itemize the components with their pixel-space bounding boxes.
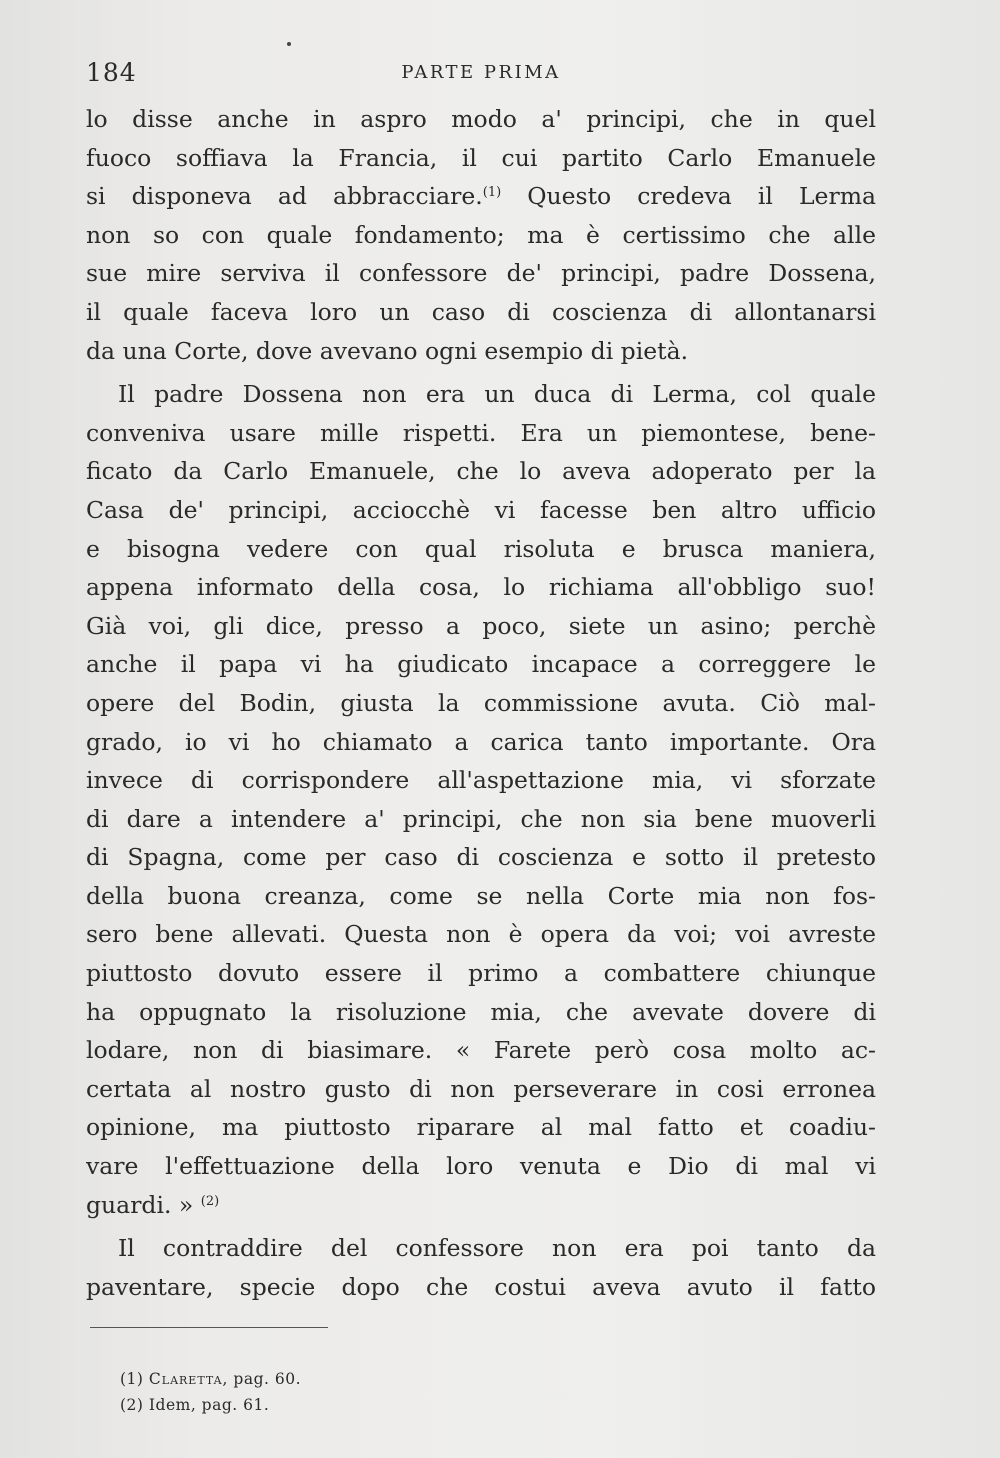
footnote-source: Claretta — [148, 1370, 223, 1388]
text-segment: Questo credeva il Lerma — [527, 182, 876, 211]
text-line: della buona creanza, come se nella Corte mia non fos- — [86, 881, 876, 910]
text-line: ha oppugnato la risoluzione mia, che avevate dovere di — [86, 997, 876, 1026]
text-line: e bisogna vedere con qual risoluta e brusca maniera, — [86, 534, 876, 563]
footnote-page: , pag. 61. — [190, 1396, 270, 1414]
footnote — [120, 1366, 301, 1392]
text-line: grado, io vi ho chiamato a carica tanto importante. Ora — [86, 727, 876, 756]
footnote-marker: (2) — [120, 1396, 144, 1414]
page-header — [86, 58, 876, 92]
running-head: PARTE PRIMA — [401, 62, 561, 83]
text-line: Già voi, gli dice, presso a poco, siete un asino; perchè — [86, 611, 876, 640]
text-line: il quale faceva loro un caso di coscienza di allontanarsi — [86, 297, 876, 326]
footnote-ref: (1) — [482, 185, 502, 201]
footnote-rule — [90, 1327, 328, 1328]
footnotes — [120, 1366, 301, 1418]
text-line: fuoco soffiava la Francia, il cui partito Carlo Emanuele — [86, 143, 876, 172]
body-text — [86, 100, 876, 1306]
text-line: non so con quale fondamento; ma è certissimo che alle — [86, 220, 876, 249]
text-line: piuttosto dovuto essere il primo a combattere chiunque — [86, 959, 876, 988]
text-line: di Spagna, come per caso di coscienza e sotto il pretesto — [86, 843, 876, 872]
footnote — [120, 1392, 301, 1418]
text-line: anche il papa vi ha giudicato incapace a correggere le — [86, 650, 876, 679]
page-number: 184 — [86, 58, 137, 87]
text-line: opinione, ma piuttosto riparare al mal fatto et coadiu- — [86, 1113, 876, 1142]
text-line: Il contraddire del confessore non era poi tanto da — [118, 1234, 876, 1263]
text-line: di dare a intendere a' principi, che non sia bene muoverli — [86, 804, 876, 833]
text-line: ficato da Carlo Emanuele, che lo aveva adoperato per la — [86, 457, 876, 486]
text-segment: si disponeva ad abbracciare. — [86, 182, 483, 211]
footnote-page: , pag. 60. — [222, 1370, 301, 1388]
text-line: sue mire serviva il confessore de' principi, padre Dossena, — [86, 259, 876, 288]
footnote-ref: (2) — [200, 1193, 220, 1209]
footnote-marker: (1) — [120, 1370, 144, 1388]
text-line: sero bene allevati. Questa non è opera da voi; voi avreste — [86, 920, 876, 949]
text-line: lo disse anche in aspro modo a' principi, che in quel — [86, 105, 876, 133]
text-line: opere del Bodin, giusta la commissione avuta. Ciò mal- — [86, 688, 876, 717]
text-line — [86, 177, 876, 216]
text-segment: guardi. » — [86, 1190, 194, 1219]
text-line: vare l'effettuazione della loro venuta e Dio di mal vi — [86, 1152, 876, 1181]
footnote-source: Idem — [148, 1396, 191, 1414]
text-line: paventare, specie dopo che costui aveva avuto il fatto — [86, 1272, 876, 1301]
ink-speck — [287, 42, 291, 46]
text-line: certata al nostro gusto di non perseverare in cosi erronea — [86, 1074, 876, 1103]
text-line: appena informato della cosa, lo richiama all'obbligo suo! — [86, 573, 876, 602]
text-line — [86, 1186, 876, 1225]
text-line: conveniva usare mille rispetti. Era un piemontese, bene- — [86, 418, 876, 447]
text-line: invece di corrispondere all'aspettazione mia, vi sforzate — [86, 766, 876, 795]
text-line: Casa de' principi, acciocchè vi facesse ben altro ufficio — [86, 495, 876, 524]
text-line: da una Corte, dove avevano ogni esempio di pietà. — [86, 336, 689, 365]
text-line: lodare, non di biasimare. « Farete però cosa molto ac- — [86, 1036, 876, 1065]
text-line: Il padre Dossena non era un duca di Lerma, col quale — [118, 380, 876, 409]
